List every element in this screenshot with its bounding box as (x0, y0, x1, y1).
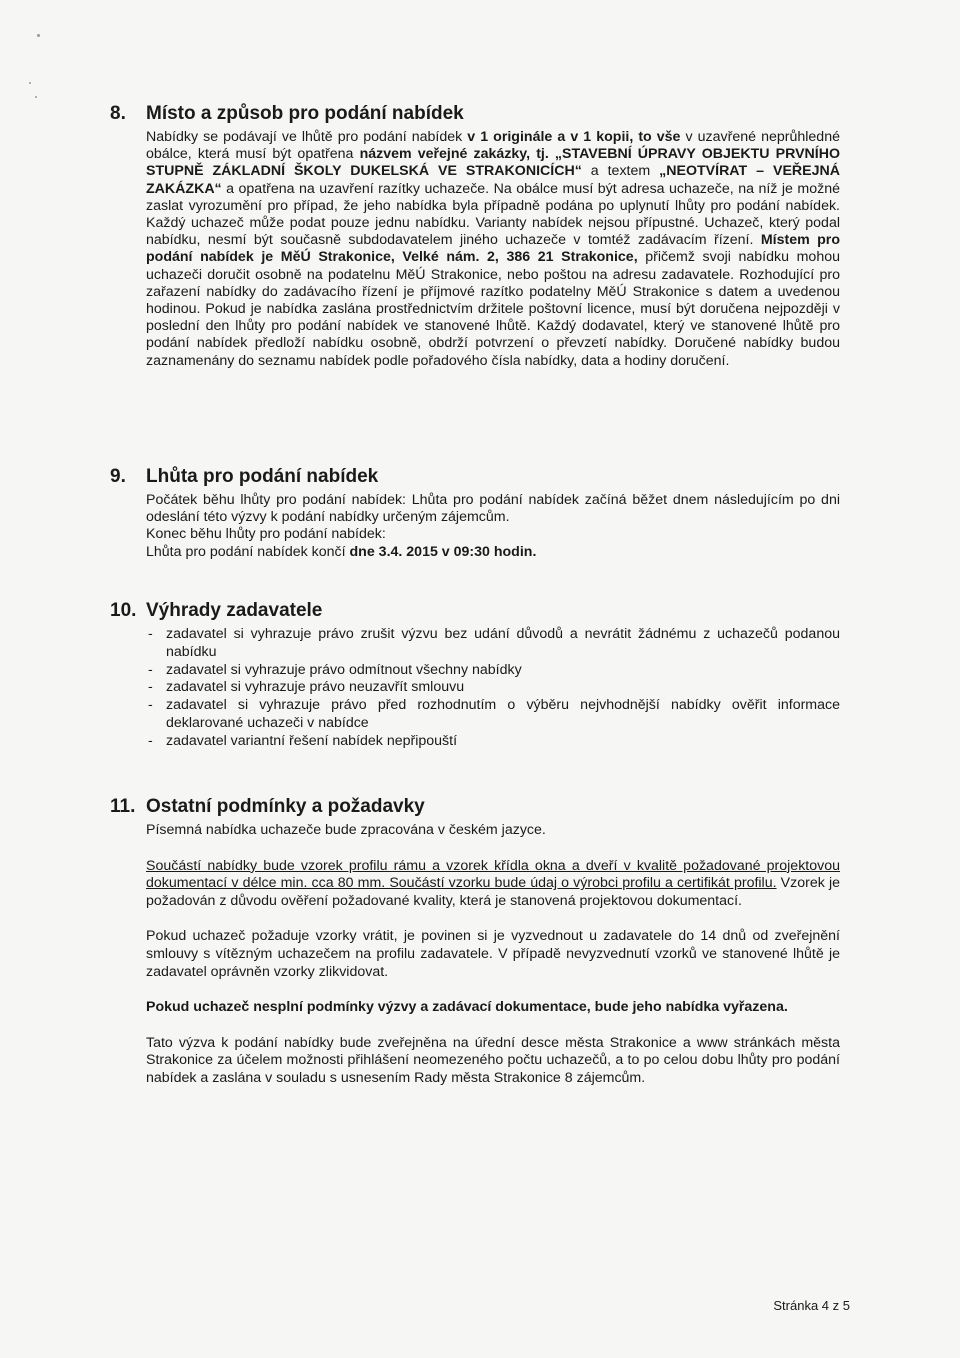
bold-run: dne 3.4. 2015 v 09:30 hodin. (349, 543, 537, 560)
bold-run: Místem pro podání nabídek je MěÚ Strakonice, Velké nám. 2, 386 21 Strakonice, (146, 232, 840, 266)
section-title: Výhrady zadavatele (146, 600, 323, 621)
section-9 (110, 466, 840, 561)
text-run: Vzorek je požadován z důvodu ověření požadované kvality, která je stanovená projektovou dokumentací. (146, 875, 840, 909)
list-item: - zadavatel si vyhrazuje právo před rozhodnutím o výběru nejvhodnější nabídky ověřit informace deklarované uchazeči v nabídce (146, 697, 840, 733)
section-8 (110, 103, 840, 370)
reservations-list (146, 626, 840, 751)
sample-paragraph (146, 858, 840, 911)
list-item: - zadavatel variantní řešení nabídek nepřipouští (146, 733, 840, 751)
sample-return-paragraph: Pokud uchazeč požaduje vzorky vrátit, je povinen si je vyzvednout u zadavatele do 14 dnů od zveřejnění smlouvy s vítězným uchazečem na profilu zadavatele. V případě nevyzvednutí vzorků ve stanovené lhůtě je zadavatel oprávněn vzorky zlikvidovat. (146, 928, 840, 980)
text-run: v uzavřené neprůhledné obálce, která musí být opatřena (146, 129, 840, 163)
section-heading (110, 796, 840, 818)
list-item: - zadavatel si vyhrazuje právo neuzavřít smlouvu (146, 679, 840, 697)
language-paragraph: Písemná nabídka uchazeče bude zpracována v českém jazyce. (146, 822, 546, 838)
bold-run: názvem veřejné zakázky, tj. „STAVEBNÍ ÚPRAVY OBJEKTU PRVNÍHO STUPNĚ ZÁKLADNÍ ŠKOLY DUKELSKÁ VE STRAKONICÍCH“ (146, 146, 840, 180)
section-9-start: Počátek běhu lhůty pro podání nabídek: Lhůta pro podání nabídek začíná běžet dnem následujícím po dni odeslání této výzvy k podání nabídky určeným zájemcům. (146, 492, 840, 526)
text-run: Lhůta pro podání nabídek končí (146, 543, 350, 560)
section-title: Lhůta pro podání nabídek (146, 466, 379, 487)
list-item: - zadavatel si vyhrazuje právo zrušit výzvu bez udání důvodů a nevrátit žádnému z uchazečů podanou nabídku (146, 626, 840, 662)
section-8-text (146, 129, 840, 370)
text-run: a opatřena na uzavření razítky uchazeče. Na obálce musí být adresa uchazeče, na níž je možné zaslat vyrozumění pro případ, že jeho nabídka byla případně podána po uplynutí lhůty pro podání nabídek. Každý uchazeč může podat pouze jednu nabídku. Varianty nabídek nejsou přípustné. Uchazeč, který podal nabídku, nesmí být současně subdodavatelem jiného uchazeče v tomtéž zadávacím řízení. (146, 180, 840, 249)
section-heading (110, 103, 840, 125)
section-heading (110, 466, 840, 488)
bold-run: „NEOTVÍRAT – VEŘEJNÁ ZAKÁZKA“ (146, 163, 841, 197)
section-heading (110, 600, 840, 622)
section-number: 8. (110, 103, 126, 124)
bold-run: v 1 originále a v 1 kopii, to vše (467, 129, 681, 145)
underlined-run: Součástí nabídky bude vzorek profilu rámu a vzorek křídla okna a dveří v kvalitě požadované projektovou dokumentací v délce min. cca 80 mm. Součástí vzorku bude údaj o výrobci profilu a certifikát profilu. (146, 857, 840, 892)
section-9-deadline (146, 544, 840, 561)
section-9-end-label: Konec běhu lhůty pro podání nabídek: (146, 526, 386, 543)
section-number: 11. (110, 796, 136, 817)
text-run: přičemž svoji nabídku mohou uchazeči doručit osobně na podatelnu MěÚ Strakonice, nebo poštou na adresu zadavatele. Rozhodující pro zařazení nabídky do zadávacího řízení je příjmové razítko podatelny MěÚ Strakonice s datem a uvedenou hodinou. Pokud je nabídka zaslána prostřednictvím držitele poštovní licence, musí být doručena nejpozději v poslední den lhůty pro podání nabídek ve stanovené lhůtě. Každý dodavatel, který ve stanovené lhůtě pro podání nabídek předloží nabídku osobně, obdrží potvrzení o převzetí nabídky. Doručené nabídky budou zaznamenány do seznamu nabídek podle pořadového čísla nabídky, data a hodiny doručení. (146, 249, 840, 369)
publication-paragraph: Tato výzva k podání nabídky bude zveřejněna na úřední desce města Strakonice a www stránkách města Strakonice za účelem možnosti přihlášení neomezeného počtu uchazečů, a to po celou dobu lhůty pro podání nabídek a zaslána v souladu s usnesením Rady města Strakonice 8 zájemcům. (146, 1034, 840, 1086)
section-10 (110, 600, 840, 751)
text-run: a textem (581, 163, 660, 180)
section-number: 10. (110, 600, 137, 621)
section-11 (110, 796, 840, 1088)
section-number: 9. (110, 466, 126, 487)
page-number: Stránka 4 z 5 (773, 1298, 850, 1313)
list-item: - zadavatel si vyhrazuje právo odmítnout všechny nabídky (146, 662, 840, 680)
text-run: Nabídky se podávají ve lhůtě pro podání nabídek (146, 129, 468, 145)
section-title: Místo a způsob pro podání nabídek (146, 103, 464, 124)
exclusion-paragraph: Pokud uchazeč nesplní podmínky výzvy a zadávací dokumentace, bude jeho nabídka vyřazena. (146, 999, 788, 1016)
section-title: Ostatní podmínky a požadavky (146, 796, 425, 817)
